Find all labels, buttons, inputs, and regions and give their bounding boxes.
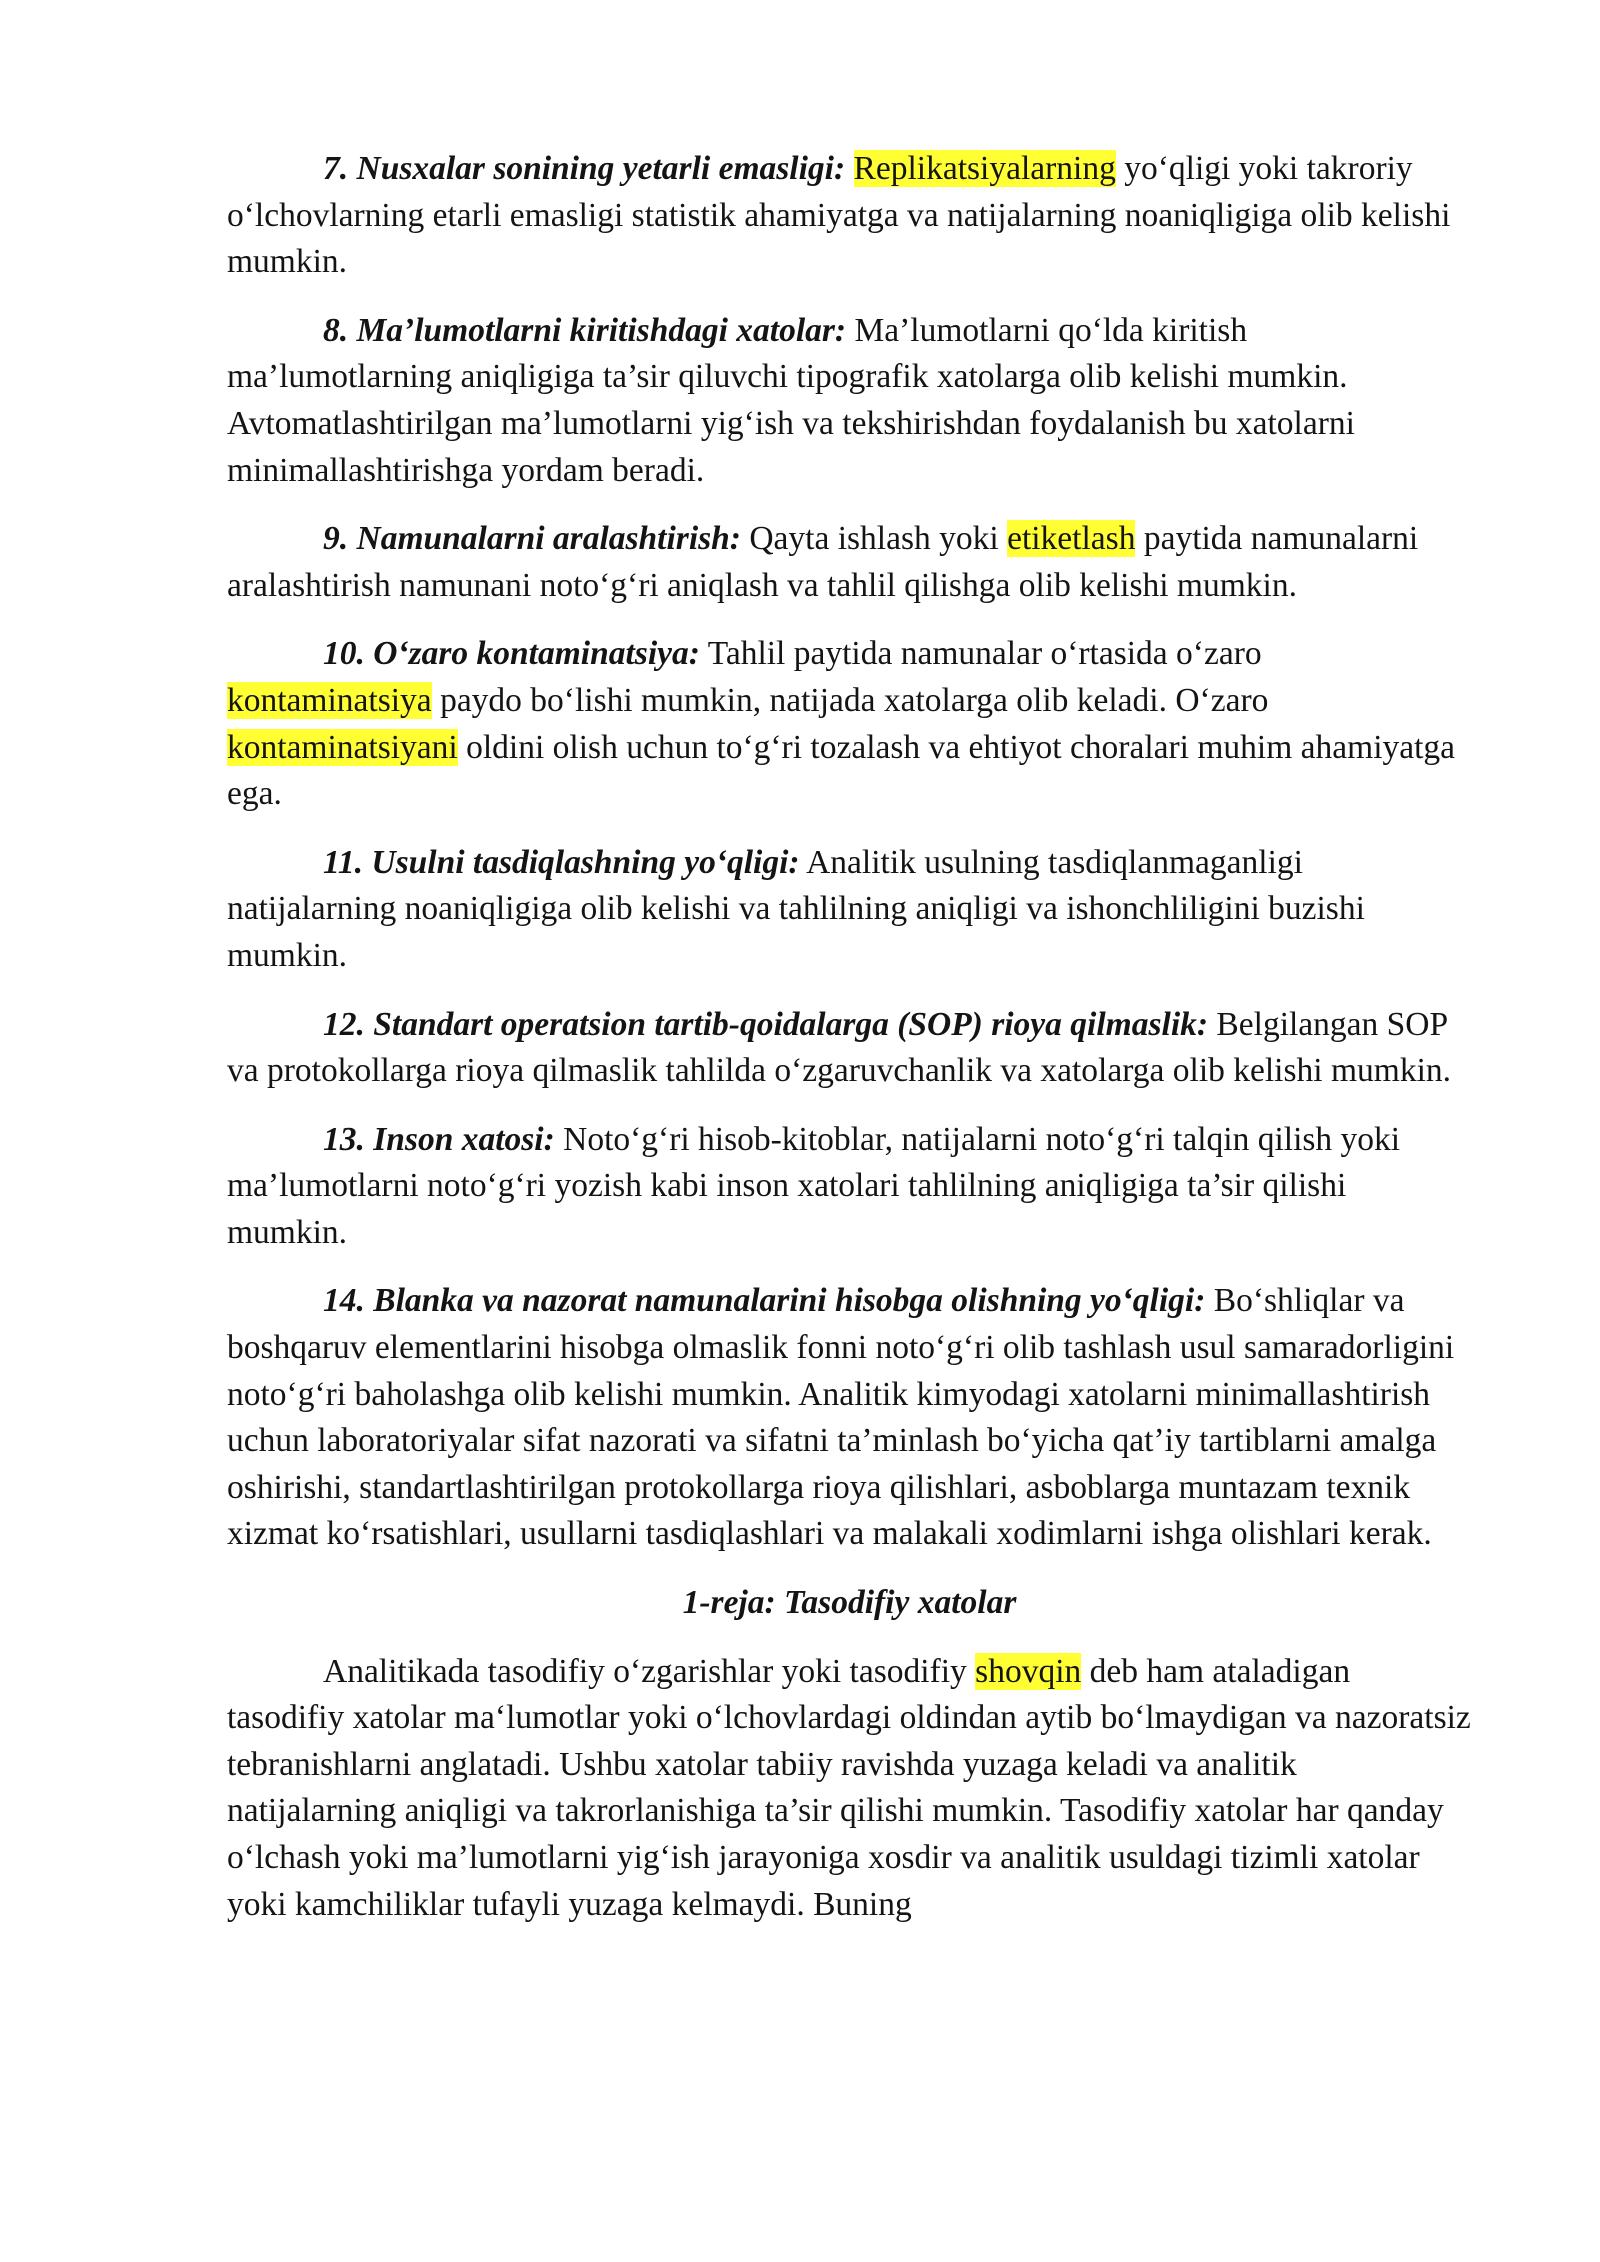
list-item-9 [227, 516, 1472, 609]
item-heading: 13. Inson xatosi: [323, 1120, 555, 1158]
list-item-7 [227, 146, 1472, 286]
item-text: Analitik usulning tasdiqlanmaganligi natijalarning noaniqligiga olib kelishi va tahlilning aniqligi va ishonchliligini buzishi mumkin. [227, 843, 1365, 974]
item-heading: 14. Blanka va nazorat namunalarini hisobga olishning yo‘qligi: [323, 1282, 1206, 1320]
item-heading: 10. O‘zaro kontaminatsiya: [323, 635, 700, 673]
paragraph-text: Analitikada tasodifiy o‘zgarishlar yoki tasodifiy [323, 1652, 976, 1690]
item-heading: 7. Nusxalar sonining yetarli emasligi: [323, 150, 846, 187]
item-text: Ma’lumotlarni qo‘lda kiritish ma’lumotlarning aniqligiga ta’sir qiluvchi tipografik xatolarga olib kelishi mumkin. Avtomatlashtirilgan ma’lumotlarni yig‘ish va tekshirishdan foydalanish bu xatolarni minimallashtirishga yordam beradi. [227, 311, 1355, 489]
item-text: oldini olish uchun to‘g‘ri tozalash va ehtiyot choralari muhim ahamiyatga ega. [227, 728, 1456, 813]
highlighted-term: shovqin [975, 1652, 1082, 1690]
item-text: Qayta ishlash yoki [749, 520, 1008, 558]
document-page [227, 146, 1472, 1950]
list-item-14 [227, 1278, 1472, 1558]
item-heading: 9. Namunalarni aralashtirish: [323, 520, 741, 558]
item-text: Tahlil paytida namunalar o‘rtasida o‘zaro [707, 635, 1262, 673]
item-text: Bo‘shliqlar va boshqaruv elementlarini hisobga olmaslik fonni noto‘g‘ri olib tashlash usul samaradorligini noto‘g‘ri baholashga olib kelishi mumkin. Analitik kimyodagi xatolarni minimallashtirish uchun laboratoriyalar sifat nazorati va sifatni ta’minlash bo‘yicha qat’iy tartiblarni amalga oshirishi, standartlashtirilgan protokollarga rioya qilishlari, asboblarga muntazam texnik xizmat ko‘rsatishlari, usullarni tasdiqlashlari va malakali xodimlarni ishga olishlari kerak. [227, 1282, 1455, 1553]
highlighted-term: kontaminatsiyani [227, 728, 458, 766]
list-item-10 [227, 631, 1472, 817]
closing-paragraph [227, 1649, 1472, 1929]
item-text: yo‘qligi yoki takroriy o‘lchovlarning etarli emasligi statistik ahamiyatga va natijalarning noaniqligiga olib kelishi mumkin. [227, 150, 1451, 281]
item-text: Noto‘g‘ri hisob-kitoblar, natijalarni noto‘g‘ri talqin qilish yoki ma’lumotlarni noto‘g‘ri yozish kabi inson xatolari tahlilning aniqligiga ta’sir qilishi mumkin. [227, 1120, 1401, 1251]
highlighted-term: kontaminatsiya [227, 681, 432, 719]
item-heading: 8. Ma’lumotlarni kiritishdagi xatolar: [323, 311, 847, 349]
highlighted-term: Replikatsiyalarning [853, 150, 1116, 187]
item-text: paydo bo‘lishi mumkin, natijada xatolarga olib keladi. O‘zaro [431, 681, 1269, 719]
item-text: paytida namunalarni aralashtirish namunani noto‘g‘ri aniqlash va tahlil qilishga olib kelishi mumkin. [227, 520, 1419, 604]
list-item-13 [227, 1117, 1472, 1257]
plan-title: 1-reja: Tasodifiy xatolar [682, 1584, 1017, 1622]
list-item-11 [227, 840, 1472, 980]
item-heading: 12. Standart operatsion tartib-qoidalarga (SOP) rioya qilmaslik: [323, 1005, 1209, 1043]
highlighted-term: etiketlash [1007, 520, 1136, 558]
list-item-12 [227, 1002, 1472, 1095]
list-item-8 [227, 308, 1472, 494]
item-text: Belgilangan SOP va protokollarga rioya qilmaslik tahlilda o‘zgaruvchanlik va xatolarga olib kelishi mumkin. [227, 1005, 1452, 1090]
paragraph-text: deb ham ataladigan tasodifiy xatolar ma‘lumotlar yoki o‘lchovlardagi oldindan aytib bo‘lmaydigan va nazoratsiz tebranishlarni anglatadi. Ushbu xatolar tabiiy ravishda yuzaga keladi va analitik natijalarning aniqligi va takrorlanishiga ta’sir qilishi mumkin. Tasodifiy xatolar har qanday o‘lchash yoki ma’lumotlarni yig‘ish jarayoniga xosdir va analitik usuldagi tizimli xatolar yoki kamchiliklar tufayli yuzaga kelmaydi. Buning [227, 1652, 1471, 1923]
item-heading: 11. Usulni tasdiqlashning yo‘qligi: [323, 843, 800, 881]
